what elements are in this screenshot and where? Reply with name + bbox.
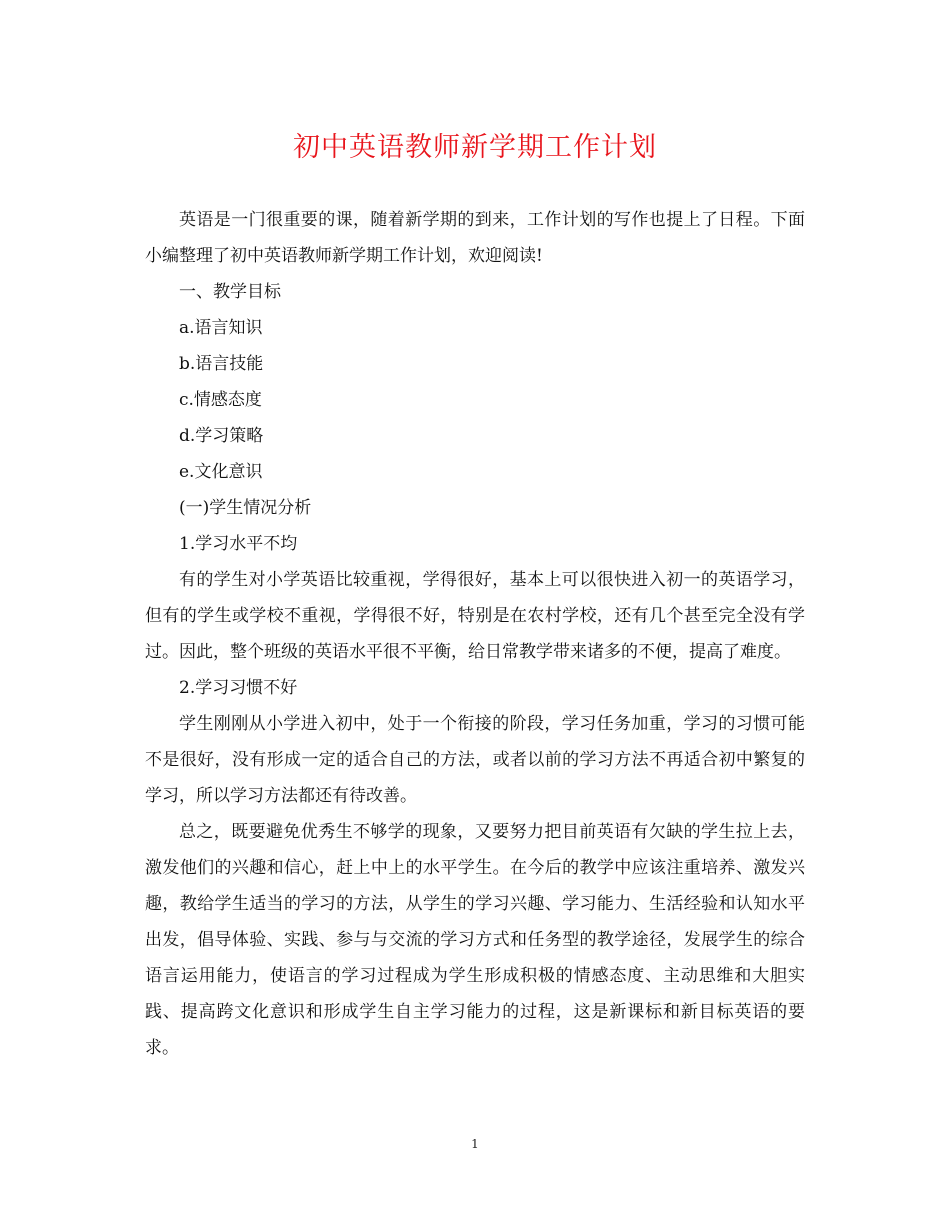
list-item-language-skills: b.语言技能	[179, 354, 264, 374]
list-item-language-knowledge: a.语言知识	[179, 318, 263, 338]
intro-paragraph: 英语是一门很重要的课，随着新学期的到来，工作计划的写作也提上了日程。下面小编整理了初中英语教师新学期工作计划，欢迎阅读!	[145, 210, 805, 266]
list-item-emotional-attitude: c.情感态度	[179, 390, 262, 410]
body-paragraph-poor-habits: 学生刚刚从小学进入初中，处于一个衔接的阶段，学习任务加重，学习的习惯可能不是很好，没有形成一定的适合自己的方法，或者以前的学习方法不再适合初中繁复的学习，所以学习方法都还有待改善。	[145, 714, 805, 806]
document-title: 初中英语教师新学期工作计划	[293, 132, 657, 163]
page-number: 1	[471, 1137, 479, 1151]
body-paragraph-summary: 总之，既要避免优秀生不够学的现象，又要努力把目前英语有欠缺的学生拉上去，激发他们的兴趣和信心，赶上中上的水平学生。在今后的教学中应该注重培养、激发兴趣，教给学生适当的学习的方法，从学生的学习兴趣、学习能力、生活经验和认知水平出发，倡导体验、实践、参与与交流的学习方式和任务型的教学途径，发展学生的综合语言运用能力，使语言的学习过程成为学生形成积极的情感态度、主动思维和大胆实践、提高跨文化意识和形成学生自主学习能力的过程，这是新课标和新目标英语的要求。	[145, 822, 805, 1058]
point-heading-poor-habits: 2.学习习惯不好	[179, 678, 298, 698]
list-item-learning-strategies: d.学习策略	[179, 426, 264, 446]
point-heading-uneven-level: 1.学习水平不均	[179, 534, 298, 554]
body-paragraph-uneven-level: 有的学生对小学英语比较重视，学得很好，基本上可以很快进入初一的英语学习，但有的学生或学校不重视，学得很不好，特别是在农村学校，还有几个甚至完全没有学过。因此，整个班级的英语水平很不平衡，给日常教学带来诸多的不便，提高了难度。	[145, 570, 805, 662]
subsection-heading-student-analysis: (一)学生情况分析	[179, 498, 312, 518]
list-item-cultural-awareness: e.文化意识	[179, 462, 263, 482]
document-body	[145, 202, 805, 1066]
section-heading-teaching-goals: 一、教学目标	[179, 282, 281, 302]
